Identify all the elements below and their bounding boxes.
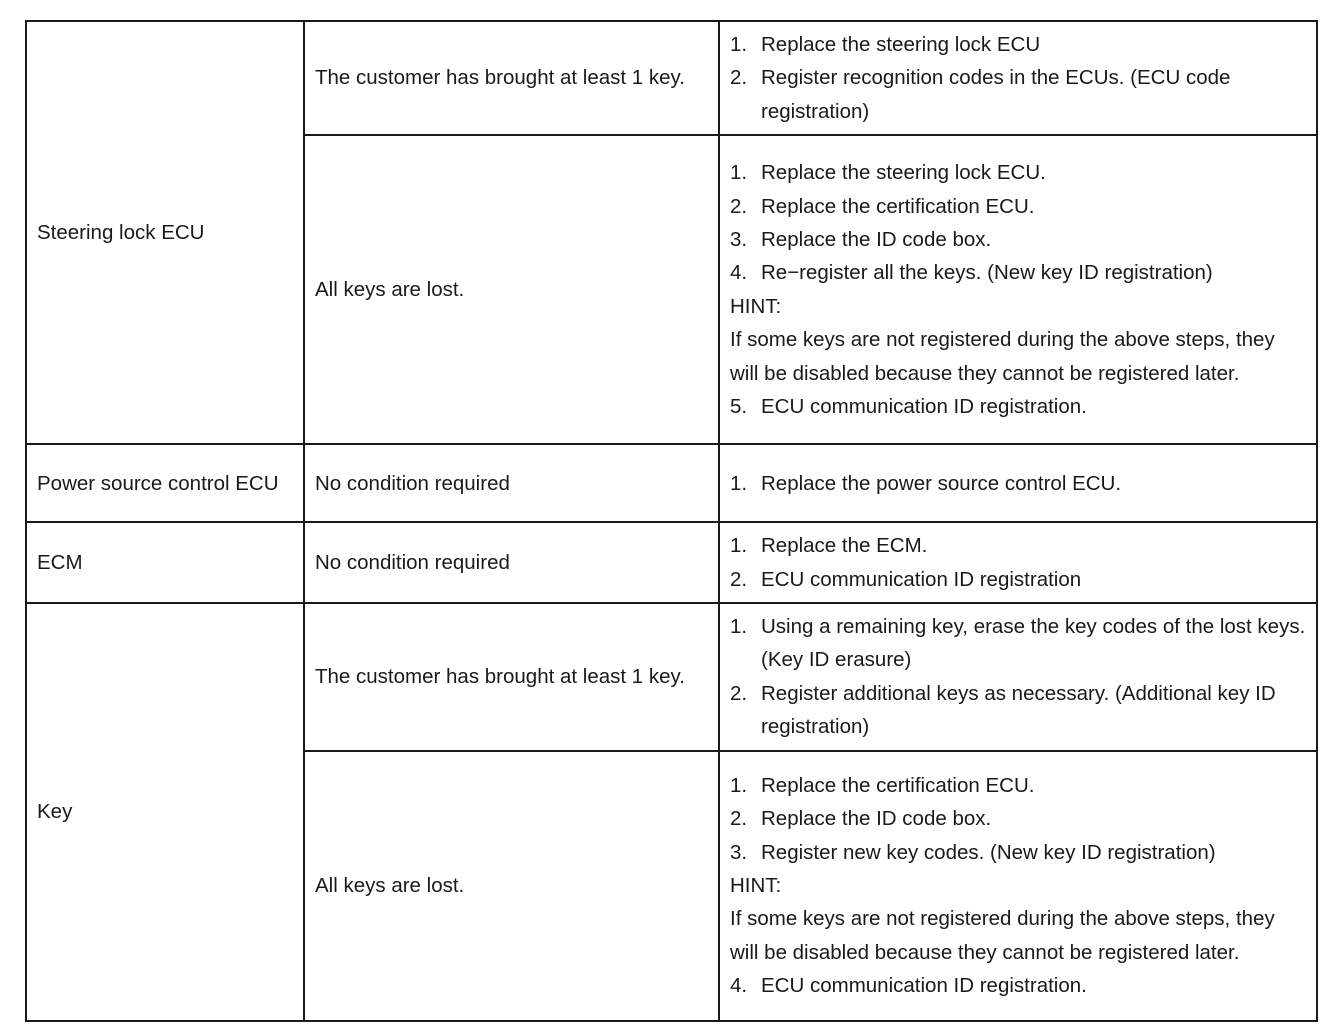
procedure-cell [719,444,1317,522]
step-item: 1. Replace the steering lock ECU. [730,161,1046,185]
table-row [26,444,1317,522]
table-row [26,603,1317,751]
hint-text: If some keys are not registered during the above steps, they will be disabled because they cannot be registered later. [730,907,1275,964]
procedure-cell [719,135,1317,444]
step-item: 2. Replace the ID code box. [730,807,992,831]
hint-label: HINT: [730,873,782,897]
procedure-table [25,20,1318,1022]
step-item: 2. Register additional keys as necessary. (Additional key ID registration) [730,681,1276,739]
step-item: 1. Replace the power source control ECU. [730,471,1122,495]
table-row [26,522,1317,603]
step-item: 2. Register recognition codes in the ECUs. (ECU code registration) [730,66,1231,123]
procedure-cell [719,751,1317,1021]
condition-cell: No condition required [304,522,719,603]
step-item: 1. Replace the steering lock ECU [730,33,1041,56]
component-cell: Power source control ECU [26,444,304,522]
step-item: 5. ECU communication ID registration. [730,394,1087,418]
step-item: 4. ECU communication ID registration. [730,974,1087,998]
procedure-cell [719,21,1317,135]
component-cell: ECM [26,522,304,603]
step-item: 2. ECU communication ID registration [730,567,1082,591]
step-item: 2. Replace the certification ECU. [730,194,1035,218]
condition-cell: The customer has brought at least 1 key. [304,603,719,751]
hint-label: HINT: [730,294,782,318]
step-item: 1. Replace the certification ECU. [730,773,1035,797]
step-item: 4. Re−register all the keys. (New key ID registration) [730,261,1213,285]
condition-cell: No condition required [304,444,719,522]
condition-cell: All keys are lost. [304,135,719,444]
table-row [26,21,1317,135]
step-item: 1. Using a remaining key, erase the key codes of the lost keys. (Key ID erasure) [730,615,1306,672]
component-cell: Steering lock ECU [26,21,304,444]
hint-text: If some keys are not registered during the above steps, they will be disabled because they cannot be registered later. [730,328,1275,385]
step-item: 3. Replace the ID code box. [730,227,992,251]
component-cell: Key [26,603,304,1021]
step-item: 3. Register new key codes. (New key ID registration) [730,840,1216,864]
procedure-cell [719,603,1317,751]
step-item: 1. Replace the ECM. [730,534,928,558]
procedure-cell [719,522,1317,603]
condition-cell: The customer has brought at least 1 key. [304,21,719,135]
condition-cell: All keys are lost. [304,751,719,1021]
